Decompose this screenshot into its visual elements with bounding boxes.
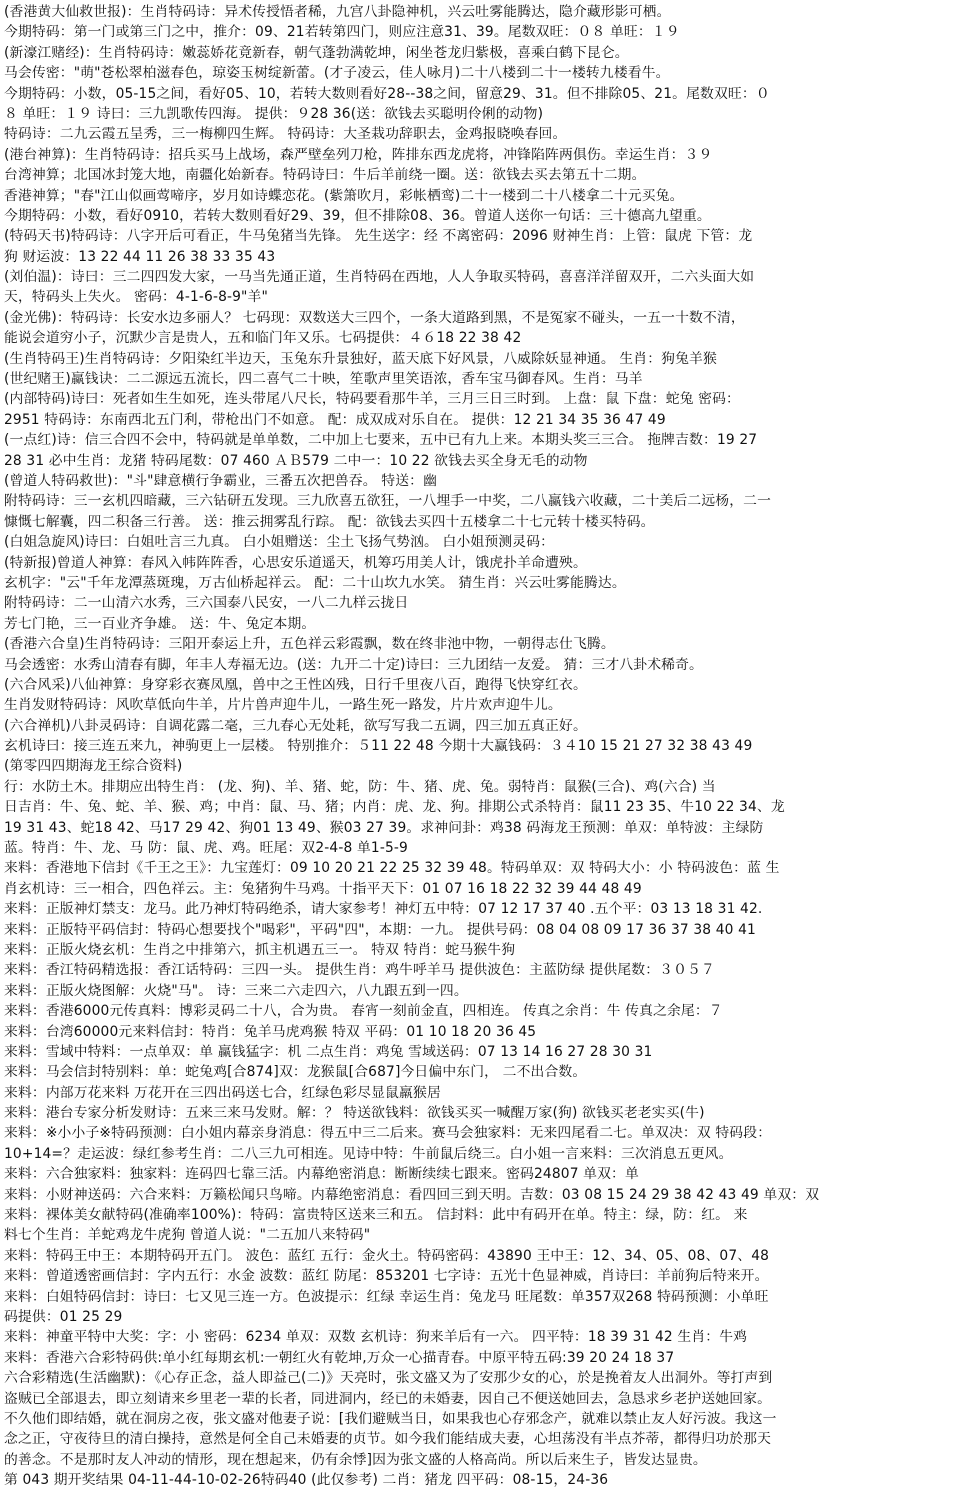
text-line: 日吉肖：牛、兔、蛇、羊、猴、鸡；中肖：鼠、马、猪；内肖：虎、龙、狗。排期公式杀特肖：鼠11 23 35、牛10 22 34、龙: [4, 799, 785, 816]
text-line: 念之正，守夜待旦的清白操持，意然是何全自己未婚妻的贞节。如今我们能结成夫妻，心坦荡没有半点芥蒂，都得归功於那天: [4, 1431, 772, 1448]
text-line: 来料：小财神送码：六合来料：万籁松闻只鸟啼。内幕绝密消息：看四回三到天明。吉数：03 08 15 24 29 38 42 43 49 单双：双: [4, 1186, 820, 1203]
text-line: 特码诗：二九云霞五呈秀，三一梅柳四生辉。 特码诗：大圣栽功辞职去，金鸡报晓唤春回。: [4, 126, 567, 143]
text-line: 来料：正版火烧玄机：生肖之中排第六，抓主机遇五三一。 特双 特肖：蛇马猴牛狗: [4, 941, 516, 958]
text-line: (生肖特码王)生肖特码诗：夕阳染红半边天，玉兔东升景独好，蓝天底下好风景，八威除妖显神通。 生肖：狗兔羊猴: [4, 350, 717, 367]
text-line: 2951 特码诗：东南西北五门利，带枪出门不如意。 配：成双成对乐自在。 提供：12 21 34 35 36 47 49: [4, 411, 666, 428]
text-line: 蓝。特肖：牛、龙、马 防：鼠、虎、鸡。旺尾：双2-4-8 单1-5-9: [4, 840, 408, 857]
text-line: 玄机诗曰：接三连五来九，神驹更上一层楼。 特别推介：５11 22 48 今期十大赢钱码：３４10 15 21 27 32 38 43 49: [4, 738, 753, 755]
text-line: 不久他们即结婚，就在洞房之夜，张文盛对他妻子说：[我们避贼当日，如果我也心存邪念产，就难以禁止友人好污波。我这一: [4, 1410, 777, 1427]
text-line: (新濠江赌经)：生肖特码诗：嫩蕊娇花竟新春，朝气蓬勃满乾坤，闲坐苍龙归紫极，喜乘白鹤下昆仑。: [4, 44, 629, 61]
text-line: 马会透密：水秀山清春有脚，年丰人寿福无边。(送：九开二十定)诗曰：三九团结一友爱。 猜：三才八卦术稀奇。: [4, 656, 703, 673]
text-line: (六合禅机)八卦灵码诗：自调花露二毫，三九春心无处耗，欲写写我二五调，四三加五真正好。: [4, 717, 587, 734]
text-line: (港台神算)：生肖特码诗：招兵买马上战场，森严壁垒列刀枪，阵排东西龙虎将，冲锋陷阵两俱伤。幸运生肖：３９: [4, 146, 713, 163]
text-line: 来料：香港六合彩特码供:单小红每期玄机:一朝红火有乾坤,万众一心描青春。中原平特五码:39 20 24 18 37: [4, 1349, 675, 1366]
text-line: 行：水防土木。排期应出特生肖： (龙、狗)、羊、猪、蛇，防：牛、猪、虎、兔。弱特肖：鼠猴(三合)、鸡(六合) 当: [4, 778, 716, 795]
text-line: 的善念。不是那时友人冲动的情形，现在想起来，仍有余悸]因为张文盛的人格高尚。所以后来生子，皆发达显贵。: [4, 1451, 707, 1468]
text-line: (香港黄大仙救世报)：生肖特码诗：异术传授悟者稀，九宫八卦隐神机，兴云吐雾能腾达，隐介藏形影可栖。: [4, 4, 671, 20]
text-line: 肖玄机诗：三一相合，四色祥云。主：兔猪狗牛马鸡。十指平天下：01 07 16 18 22 32 39 44 48 49: [4, 880, 642, 897]
text-line: 来料：香江特码精选报：香江话特码：三四一头。 提供生肖：鸡牛呼羊马 提供波色：主蓝防绿 提供尾数：３０５７: [4, 962, 715, 979]
text-line: 第 043 期开奖结果 04-11-44-10-02-26特码40 (此仅参考) 二肖：猪龙 四平码：08-15，24-36: [4, 1472, 609, 1489]
text-line: 来料：裸体美女献特码(准确率100%)：特码：富贵特区送来三和五。 信封料：此中有码开在单。特主：绿，防：红。 来: [4, 1207, 748, 1224]
text-line: 码提供：01 25 29: [4, 1309, 123, 1325]
text-line: 附特码诗：二一山清六水秀，三六国泰八民安，一八二九样云拢日: [4, 595, 409, 612]
text-line: (特码天书)特码诗：八字开后可看正，牛马兔猪当先锋。 先生送字：经 不离密码：2096 财神生肖：上管：鼠虎 下管：龙: [4, 228, 753, 245]
text-line: (金光佛)：特码诗：长安水边多丽人？ 七码现：双数送大三四个，一条大道路到黑，不是冤家不碰头，一五一十数不清，: [4, 309, 745, 326]
text-line: 今期特码：第一门或第三门之中，推介：09、21若转第四门，则应注意31、39。尾数双旺：０８ 单旺：１９: [4, 24, 680, 41]
text-line: 来料：台湾60000元来料信封：特肖：兔羊马虎鸡猴 特双 平码：01 10 18 20 36 45: [4, 1023, 537, 1040]
text-line: (刘伯温)：诗曰：三二四四发大家，一马当先通正道，生肖特码在西地，人人争取买特码，喜喜洋洋留双开，二六头面大如: [4, 269, 755, 286]
text-line: 香港神算；"春"江山似画莺啼序，岁月如诗蝶恋花。(紫箫吹月，彩帐栖鸾)二十一楼到二十八楼拿二十元买兔。: [4, 187, 684, 204]
text-line: 今期特码：小数，05-15之间，看好05、10，若转大数则看好28--38之间，留意29、31。但不排除05、21。尾数双旺：０: [4, 85, 770, 102]
text-line: 天，特码头上失火。 密码：4-1-6-8-9"羊": [4, 289, 268, 306]
text-line: 来料：正版神灯禁支：龙马。此乃神灯特码绝杀，请大家参考！神灯五中特：07 12 17 37 40 .五个平：03 13 18 31 42.: [4, 901, 763, 918]
text-line: 来料：内部万花来料 万花开在三四出码送七合，红绿色彩尽显鼠羸猴居: [4, 1084, 441, 1101]
text-line: 狗 财运波：13 22 44 11 26 38 33 35 43: [4, 248, 276, 265]
text-line: 来料：正版火烧图解：火烧"马"。 诗：三来二六走四六，八九跟五到一四。: [4, 982, 468, 999]
text-line: (第零四四期海龙王综合资料): [4, 758, 183, 775]
text-line: 慷慨七解囊，四二积备三行善。 送：推云拥雾乱行踪。 配：欲钱去买四十五楼拿二十七元转十楼买特码。: [4, 513, 655, 530]
text-line: 玄机字："云"千年龙潭蒸斑瑰，万古仙桥起祥云。 配：二十山坎九水笑。 猜生肖：兴云吐雾能腾达。: [4, 574, 626, 591]
text-line: 台湾神算；北国冰封笼大地，南疆化始新春。特码诗曰：牛后羊前绕一圈。送：欲钱去买去第五十二期。: [4, 167, 646, 184]
text-line: 19 31 43、蛇18 42、马17 29 42、狗01 13 49、猴03 27 39。求神问卦：鸡38 码海龙王预测：单双：单特波：主绿防: [4, 819, 764, 836]
text-line: 马会传密："萌"苍松翠柏滋春色，琼姿玉树绽新蕾。(才子凌云，佳人咏月)二十八楼到二十一楼转九楼看牛。: [4, 65, 670, 82]
text-line: 六合彩精选(生活幽默)：《心存正念，益人即益己(二)》天亮时，张文盛又为了安那少女的心，於是挽着友人出洞外。等打声到: [4, 1370, 773, 1387]
text-line: (白姐急旋风)诗曰：白姐吐言三九真。 白小姐赠送：尘土飞扬气势汹。 白小姐预测灵码：: [4, 534, 555, 551]
text-line: (香港六合皇)生肖特码诗：三阳开泰运上升，五色祥云彩霞飘，数在终非池中物，一朝得志仕飞腾。: [4, 636, 615, 653]
text-line: 来料：雪域中特料：一点单双：单 赢钱猛字：机 二点生肖：鸡兔 雪域送码：07 13 14 16 27 28 30 31: [4, 1043, 653, 1060]
text-line: 来料：马会信封特别料：单：蛇兔鸡[合874]双：龙猴鼠[合687]今日偏中东门， 二不出合数。: [4, 1064, 587, 1081]
text-line: (曾道人特码救世)："斗"肆意横行争霸业，三番五次把兽吞。 特送：幽: [4, 472, 438, 489]
text-line: 芳七门艳，三一百业齐争雄。 送：牛、兔定本期。: [4, 615, 316, 632]
text-line: 来料：曾道透密画信封：字内五行：水金 波数：蓝红 防尾：853201 七字诗：五光十色显神威，肖诗曰：羊前狗后特来开。: [4, 1268, 769, 1285]
text-line: 今期特码：小数，看好0910，若转大数则看好29、39，但不排除08、36。曾道人送你一句话：三十德高九望重。: [4, 207, 711, 224]
text-line: 来料：六合独家料：独家料：连码四七靠三活。内幕绝密消息：断断续续七跟来。密码24807 单双：单: [4, 1166, 639, 1183]
text-line: 来料：香港6000元传真料：博彩灵码二十八，合为贵。 春宵一刻前金直，四相连。 传真之余肖：牛 传真之余尾：７: [4, 1003, 723, 1020]
text-line: 10+14=？走运波：绿红参考生肖：二八三九可相连。见诗中特：牛前鼠后绕三。白小姐一言来料：三次消息五更风。: [4, 1145, 733, 1162]
text-line: 生肖发财特码诗：风吹草低向牛羊，片片兽声迎牛儿，一路生死一路发，片片欢声迎牛儿。: [4, 697, 562, 714]
text-line: 来料：白姐特码信封：诗曰：七又见三连一方。色波提示：红绿 幸运生肖：兔龙马 旺尾数：单357双268 特码预测：小单旺: [4, 1288, 769, 1305]
text-line: 来料：正版特平码信封：特码心想要找个"喝彩"，平码"四"，本期：一九。 提供号码：08 04 08 09 17 36 37 38 40 41: [4, 921, 756, 938]
text-line: (世纪赌王)赢钱诀：二二源远五流长，四二喜气二十映，笙歌声里笑语浓，香车宝马御春风。生肖：马羊: [4, 371, 643, 388]
text-line: (六合风采)八仙神算：身穿彩衣赛凤凰，兽中之王性凶残，日行千里夜八百，跑得飞快穿红衣。: [4, 676, 587, 693]
text-line: (内部特码)诗曰：死者如生生如死，连头带尾八尺长，特码要看那牛羊，三月三日三时到。 上盘：鼠 下盘：蛇兔 密码：: [4, 391, 740, 408]
text-line: 能说会道穷小子，沉默少言是贵人，五和临门年又乐。七码提供：４６18 22 38 42: [4, 330, 522, 347]
text-line: 28 31 必中生肖：龙猪 特码尾数：07 460 ＡＢ579 二中一：10 22 欲钱去买全身无毛的动物: [4, 452, 588, 469]
text-line: 附特码诗：三一玄机四暗藏，三六钻研五发现。三九欣喜五欲狂，一八埋手一中奖，二八赢钱六收藏，二十美后二远杨，二一: [4, 493, 772, 510]
text-line: 来料：※小小子※特码预测：白小姐内幕亲身消息：得五中三二后来。赛马会独家料：无来四尾看二七。单双决：双 特码段：: [4, 1125, 772, 1142]
text-line: 盗贼已全部退去，即立刻请来乡里老一辈的长者，同进洞内，经已的未婚妻，因自己不便送她回去，急恳求乡老护送她回家。: [4, 1390, 772, 1407]
text-line: (特新报)曾道人神算：春风入帏阵阵香，心思安乐道遥天，机筹巧用美人计，饿虎扑羊命遭殃。: [4, 554, 587, 571]
text-line: 来料：神童平特中大奖：字：小 密码：6234 单双：双数 玄机诗：狗来羊后有一六。 四平特：18 39 31 42 生肖：牛鸡: [4, 1329, 748, 1346]
text-line: 来料：香港地下信封《千王之王》：九宝莲灯：09 10 20 21 22 25 32 39 48。特码单双：双 特码大小：小 特码波色：蓝 生: [4, 860, 780, 877]
text-line: 来料：特码王中王：本期特码开五门。 波色：蓝红 五行：金火土。特码密码：43890 王中王：12、34、05、08、07、48: [4, 1247, 770, 1264]
text-line: (一点红)诗：信三合四不会中，特码就是单单数，二中加上七要来，五中已有九上来。本期头奖三三合。 拖牌吉数：19 27: [4, 432, 758, 449]
text-line: ８ 单旺：１９ 诗曰：三九凯歌传四海。 提供：９28 36(送：欲钱去买聪明伶俐的动物): [4, 105, 544, 122]
text-line: 料七个生肖：羊蛇鸡龙牛虎狗 曾道人说："二五加八来特码": [4, 1227, 371, 1244]
text-line: 来料：港台专家分析发财诗：五来三来马发财。解：？ 特送欲钱料：欲钱买买一喊醒万家(狗) 欲钱买老老实买(牛): [4, 1105, 705, 1122]
